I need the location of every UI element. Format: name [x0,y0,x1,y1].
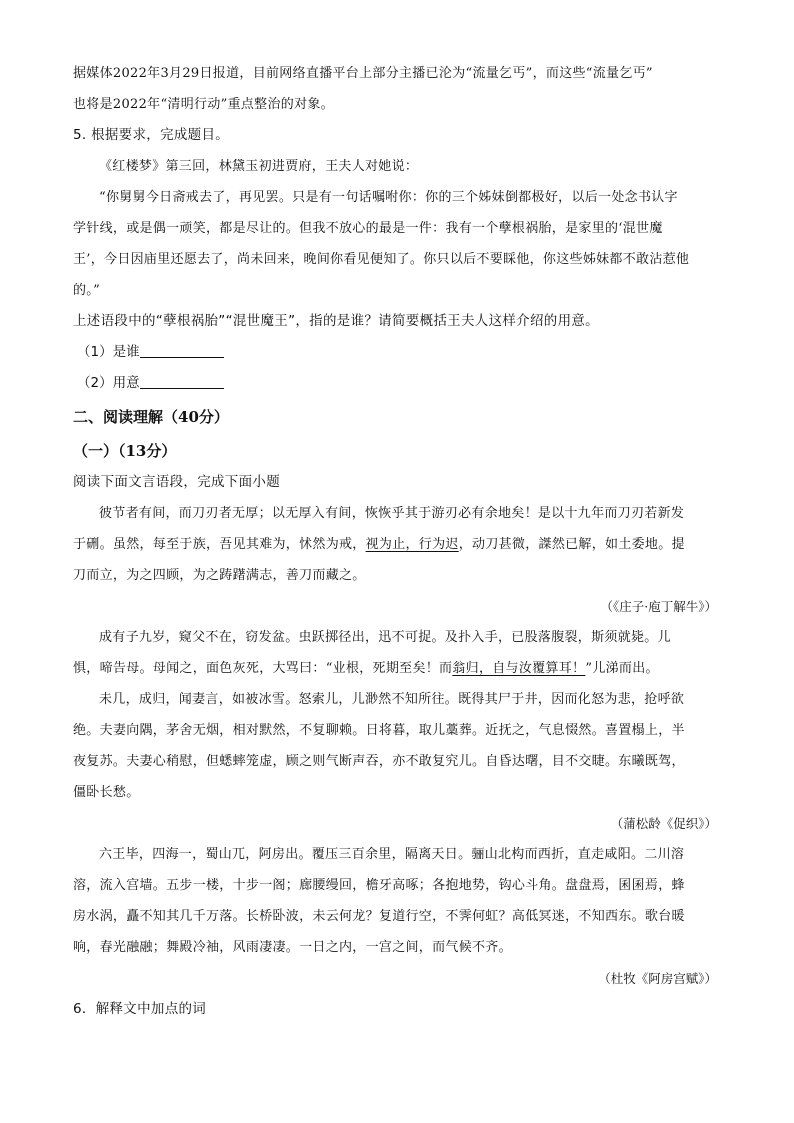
passage-2-line-4: 绝。夫妻向隅，茅舍无烟，相对默然，不复聊赖。日将暮，取儿藁葬。近抚之，气息惙然。喜置榻上，半 [73,723,685,738]
question-5-title: 5. 根据要求，完成题目。 [73,127,230,143]
passage-1-source: （《庄子·庖丁解牛》） [600,599,717,614]
answer-2-blank[interactable] [140,374,224,389]
quote-line-1: “你舅舅今日斋戒去了，再见罢。只是有一句话嘱咐你：你的三个姊妹倒都极好，以后一处念书认字 [99,190,678,205]
passage-1-line-1: 彼节者有间，而刀刃者无厚；以无厚入有间，恢恢乎其于游刃必有余地矣！是以十九年而刀刃若新发 [99,506,685,521]
intro-line-2: 也将是2022年“清明行动”重点整治的对象。 [73,97,334,112]
underlined-phrase-1: 视为止，行为迟 [365,537,459,552]
intro-line-1: 据媒体2022年3月29日报道，目前网络直播平台上部分主播已沦为“流量乞丐”，而这些“流量乞丐” [73,66,653,81]
quote-line-4: 的。” [73,283,101,298]
passage-1-line-2: 于硎。虽然，每至于族，吾见其难为，怵然为戒，视为止，行为迟，动刀甚微，謋然已解，如土委地。提 [73,537,685,552]
passage-3-line-3: 房水涡，矗不知其几千万落。长桥卧波，未云何龙？复道行空，不霁何虹？高低冥迷，不知西东。歌台暖 [73,909,685,924]
answer-1-label: （1）是谁 [77,344,140,360]
passage-2-line-6: 僵卧长愁。 [73,785,140,800]
passage-3-line-4: 响，春光融融；舞殿冷袖，风雨凄凄。一日之内，一宫之间，而气候不齐。 [73,940,512,955]
quote-line-2: 学针线，或是偶一顽笑，都是尽让的。但我不放心的最是一件：我有一个孽根祸胎，是家里的‘混世魔 [73,221,663,236]
answer-2-row [73,368,723,399]
passage-2-source: （蒲松龄《促织》） [610,816,717,831]
passage-2-line-3: 未几，成归，闻妻言，如被冰雪。怒索儿，儿渺然不知所往。既得其尸于井，因而化怒为悲，抢呼欲 [99,692,685,707]
answer-2-label: （2）用意 [77,375,140,391]
question-5-lead: 《红楼梦》第三回，林黛玉初进贾府，王夫人对她说： [99,159,419,174]
passage-3-line-1: 六王毕，四海一，蜀山兀，阿房出。覆压三百余里，隔离天日。骊山北构而西折，直走咸阳。二川溶 [99,847,685,862]
passage-3-source: （杜牧《阿房宫赋》） [598,971,717,986]
reading-instruction: 阅读下面文言语段，完成下面小题 [73,474,280,490]
passage-2-line-1: 成有子九岁，窥父不在，窃发盆。虫跃掷径出，迅不可捉。及扑入手，已股落腹裂，斯须就毙。儿 [99,630,671,645]
section-2-heading: 二、阅读理解（40分） [73,408,229,426]
question-6-title: 6．解释文中加点的词 [73,1001,207,1017]
subsection-1-heading: （一）（13分） [73,442,177,460]
question-5-prompt: 上述语段中的“孽根祸胎”“混世魔王”，指的是谁？请简要概括王夫人这样介绍的用意。 [73,313,599,329]
passage-3-line-2: 溶，流入宫墙。五步一楼，十步一阁；廊腰缦回，檐牙高啄；各抱地势，钩心斗角。盘盘焉，囷囷焉，蜂 [73,878,685,893]
answer-1-row [73,337,723,368]
answer-1-blank[interactable] [140,343,224,358]
document-page [73,58,723,1025]
quote-line-3: 王’，今日因庙里还愿去了，尚未回来，晚间你看见便知了。你只以后不要睬他，你这些姊妹都不敢沾惹他 [73,252,690,267]
passage-1-line-3: 刀而立，为之四顾，为之踌躇满志，善刀而藏之。 [73,568,366,583]
passage-2-line-5: 夜复苏。夫妻心稍慰，但蟋蟀笼虚，顾之则气断声吞，亦不敢复究儿。自昏达曙，目不交睫。东曦既驾， [73,754,685,769]
underlined-phrase-2: 翁归，自与汝覆算耳！ [452,661,586,676]
passage-2-line-2: 惧，啼告母。母闻之，面色灰死，大骂曰：“业根，死期至矣！而翁归，自与汝覆算耳！”儿涕而出。 [73,661,659,676]
